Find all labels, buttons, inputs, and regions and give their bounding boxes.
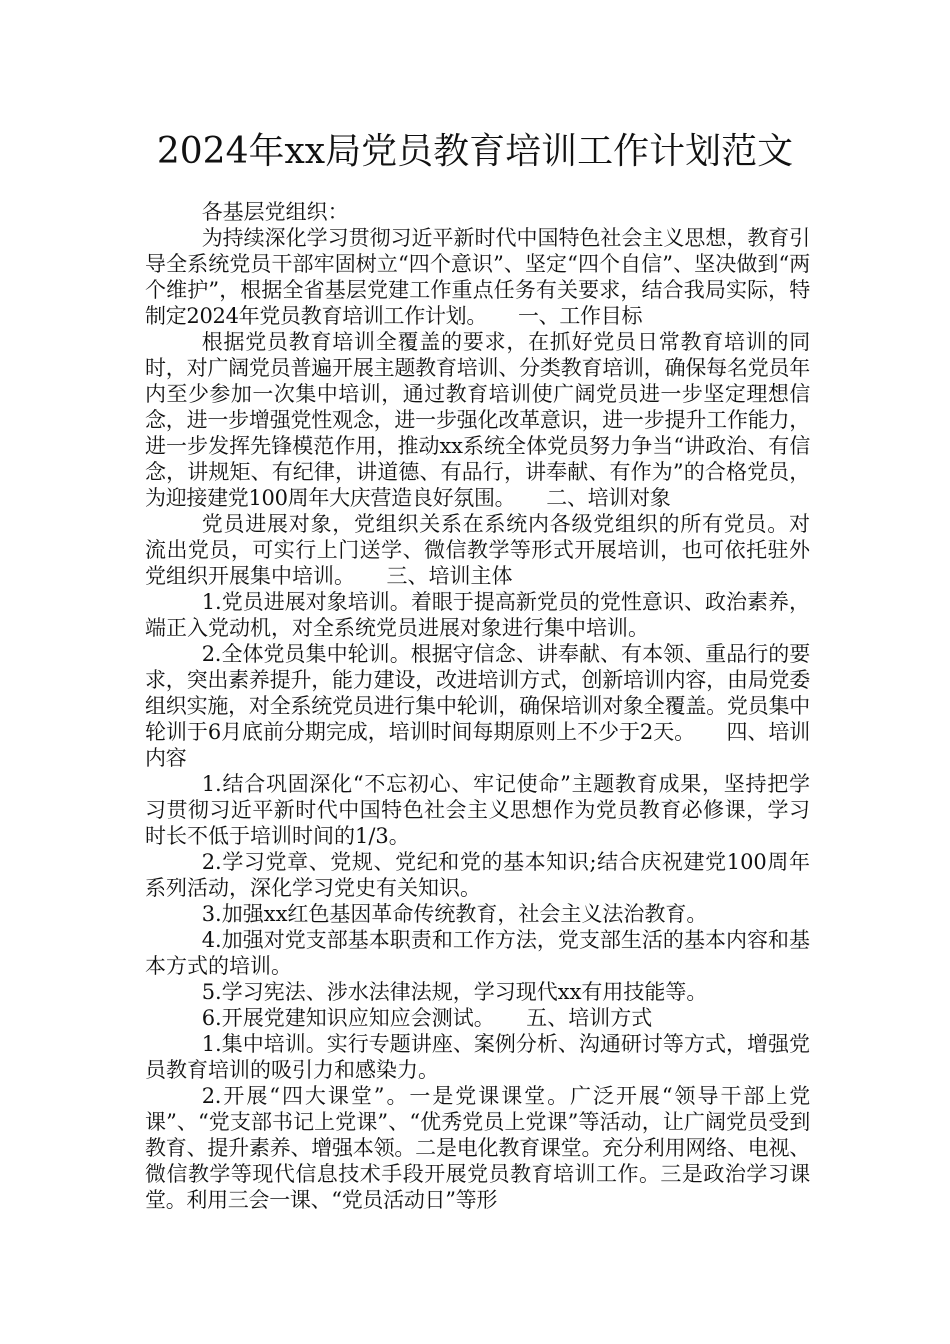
- paragraph-method-1: 1.集中培训。实行专题讲座、案例分析、沟通研讨等方式，增强党员教育培训的吸引力和感染力。: [145, 1032, 810, 1082]
- paragraph-content-1: 1.结合巩固深化“不忘初心、牢记使命”主题教育成果，坚持把学习贯彻习近平新时代中国特色社会主义思想作为党员教育必修课，学习时长不低于培训时间的1/3。: [145, 772, 810, 848]
- paragraph-subject-2: 2.全体党员集中轮训。根据守信念、讲奉献、有本领、重品行的要求，突出素养提升，能力建设，改进培训方式，创新培训内容，由局党委组织实施，对全系统党员进行集中轮训，确保培训对象全覆盖。党员集中轮训于6月底前分期完成，培训时间每期原则上不少于2天。 四、培训内容: [145, 642, 810, 770]
- paragraph-content-2: 2.学习党章、党规、党纪和党的基本知识;结合庆祝建党100周年系列活动，深化学习党史有关知识。: [145, 850, 810, 900]
- document-title: 2024年xx局党员教育培训工作计划范文: [156, 131, 794, 172]
- paragraph-work-goals: 根据党员教育培训全覆盖的要求，在抓好党员日常教育培训的同时，对广阔党员普遍开展主题教育培训、分类教育培训，确保每名党员年内至少参加一次集中培训，通过教育培训使广阔党员进一步坚定理想信念，进一步增强党性观念，进一步强化改革意识，进一步提升工作能力，进一步发挥先锋模范作用，推动xx系统全体党员努力争当“讲政治、有信念，讲规矩、有纪律，讲道德、有品行，讲奉献、有作为”的合格党员，为迎接建党100周年大庆营造良好氛围。 二、培训对象: [145, 330, 810, 510]
- paragraph-content-4: 4.加强对党支部基本职责和工作方法，党支部生活的基本内容和基本方式的培训。: [145, 928, 810, 978]
- paragraph-intro: 为持续深化学习贯彻习近平新时代中国特色社会主义思想，教育引导全系统党员干部牢固树立“四个意识”、坚定“四个自信”、坚决做到“两个维护”，根据全省基层党建工作重点任务有关要求，结合我局实际，特制定2024年党员教育培训工作计划。 一、工作目标: [145, 226, 810, 328]
- paragraph-training-targets: 党员进展对象，党组织关系在系统内各级党组织的所有党员。对流出党员，可实行上门送学、微信教学等形式开展培训，也可依托驻外党组织开展集中培训。 三、培训主体: [145, 512, 810, 588]
- document-body: [145, 199, 810, 1213]
- paragraph-content-5: 5.学习宪法、涉水法律法规，学习现代xx有用技能等。: [201, 980, 708, 1004]
- paragraph-method-2: 2.开展“四大课堂”。一是党课课堂。广泛开展“领导干部上党课”、“党支部书记上党课”、“优秀党员上党课”等活动，让广阔党员受到教育、提升素养、增强本领。二是电化教育课堂。充分利用网络、电视、微信教学等现代信息技术手段开展党员教育培训工作。三是政治学习课堂。利用三会一课、“党员活动日”等形: [145, 1084, 810, 1212]
- paragraph-subject-1: 1.党员进展对象培训。着眼于提高新党员的党性意识、政治素养，端正入党动机，对全系统党员进展对象进行集中培训。: [145, 590, 810, 640]
- paragraph-salutation: 各基层党组织：: [201, 200, 349, 224]
- paragraph-content-3: 3.加强xx红色基因革命传统教育，社会主义法治教育。: [201, 902, 708, 926]
- paragraph-content-6: 6.开展党建知识应知应会测试。 五、培训方式: [201, 1006, 653, 1030]
